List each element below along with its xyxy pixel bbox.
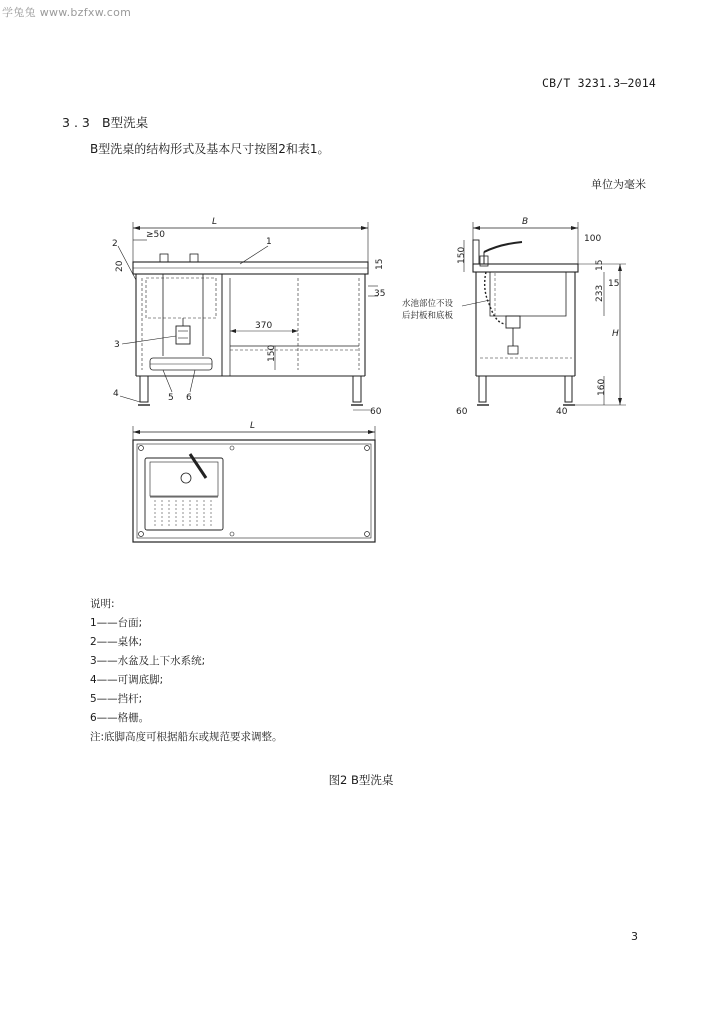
callout-2: 2	[112, 239, 118, 249]
note-item-2: 2——桌体;	[90, 636, 143, 648]
side-width-label: B	[522, 217, 529, 227]
figure-caption: 图2 B型洗桌	[328, 773, 394, 787]
callout-4: 4	[113, 389, 119, 399]
top-view	[133, 426, 375, 542]
side-dim-150: 150	[457, 246, 467, 264]
front-view	[118, 222, 378, 410]
note-item-3: 3——水盆及上下水系统;	[90, 655, 206, 667]
note-item-4: 4——可调底脚;	[90, 674, 164, 686]
note-item-1: 1——台面;	[90, 617, 143, 629]
front-dim-20: 20	[115, 260, 125, 272]
side-dim-15b: 15	[595, 259, 605, 271]
callout-5: 5	[168, 393, 174, 403]
side-note-line2: 后封板和底板	[402, 311, 454, 321]
front-dim-min50: ≥50	[146, 230, 165, 240]
page-number: 3	[631, 930, 638, 943]
watermark-text: 学兔兔 www.bzfxw.com	[2, 6, 132, 19]
side-view	[462, 222, 626, 405]
notes-heading: 说明:	[90, 598, 115, 610]
front-length-label: L	[212, 217, 218, 227]
side-dim-100: 100	[584, 234, 602, 244]
front-dim-150: 150	[267, 344, 277, 362]
front-dim-370: 370	[255, 321, 273, 331]
callout-3: 3	[114, 340, 120, 350]
note-item-6: 6——格栅。	[90, 712, 150, 724]
front-dim-60: 60	[370, 407, 382, 417]
notes-block	[90, 595, 283, 747]
unit-note: 单位为毫米	[591, 178, 646, 191]
section-number: 3.3	[62, 115, 94, 130]
notes-footnote: 注:底脚高度可根据船东或规范要求调整。	[90, 731, 283, 743]
standard-number: CB/T 3231.3—2014	[542, 76, 656, 90]
section-title: B型洗桌	[102, 115, 149, 130]
front-dim-15: 15	[375, 258, 385, 270]
side-dim-233: 233	[595, 284, 605, 302]
side-note-line1: 水池部位不设	[402, 299, 454, 309]
callout-6: 6	[186, 393, 192, 403]
side-dim-160: 160	[597, 378, 607, 396]
side-dim-60: 60	[456, 407, 468, 417]
side-dim-15a: 15	[608, 279, 620, 289]
section-intro: B型洗桌的结构形式及基本尺寸按图2和表1。	[90, 142, 330, 156]
side-height-label: H	[612, 329, 619, 339]
callout-1: 1	[266, 237, 272, 247]
side-dim-40: 40	[556, 407, 568, 417]
top-length-label: L	[250, 421, 256, 431]
note-item-5: 5——挡杆;	[90, 693, 143, 705]
front-dim-35: 35	[374, 289, 386, 299]
